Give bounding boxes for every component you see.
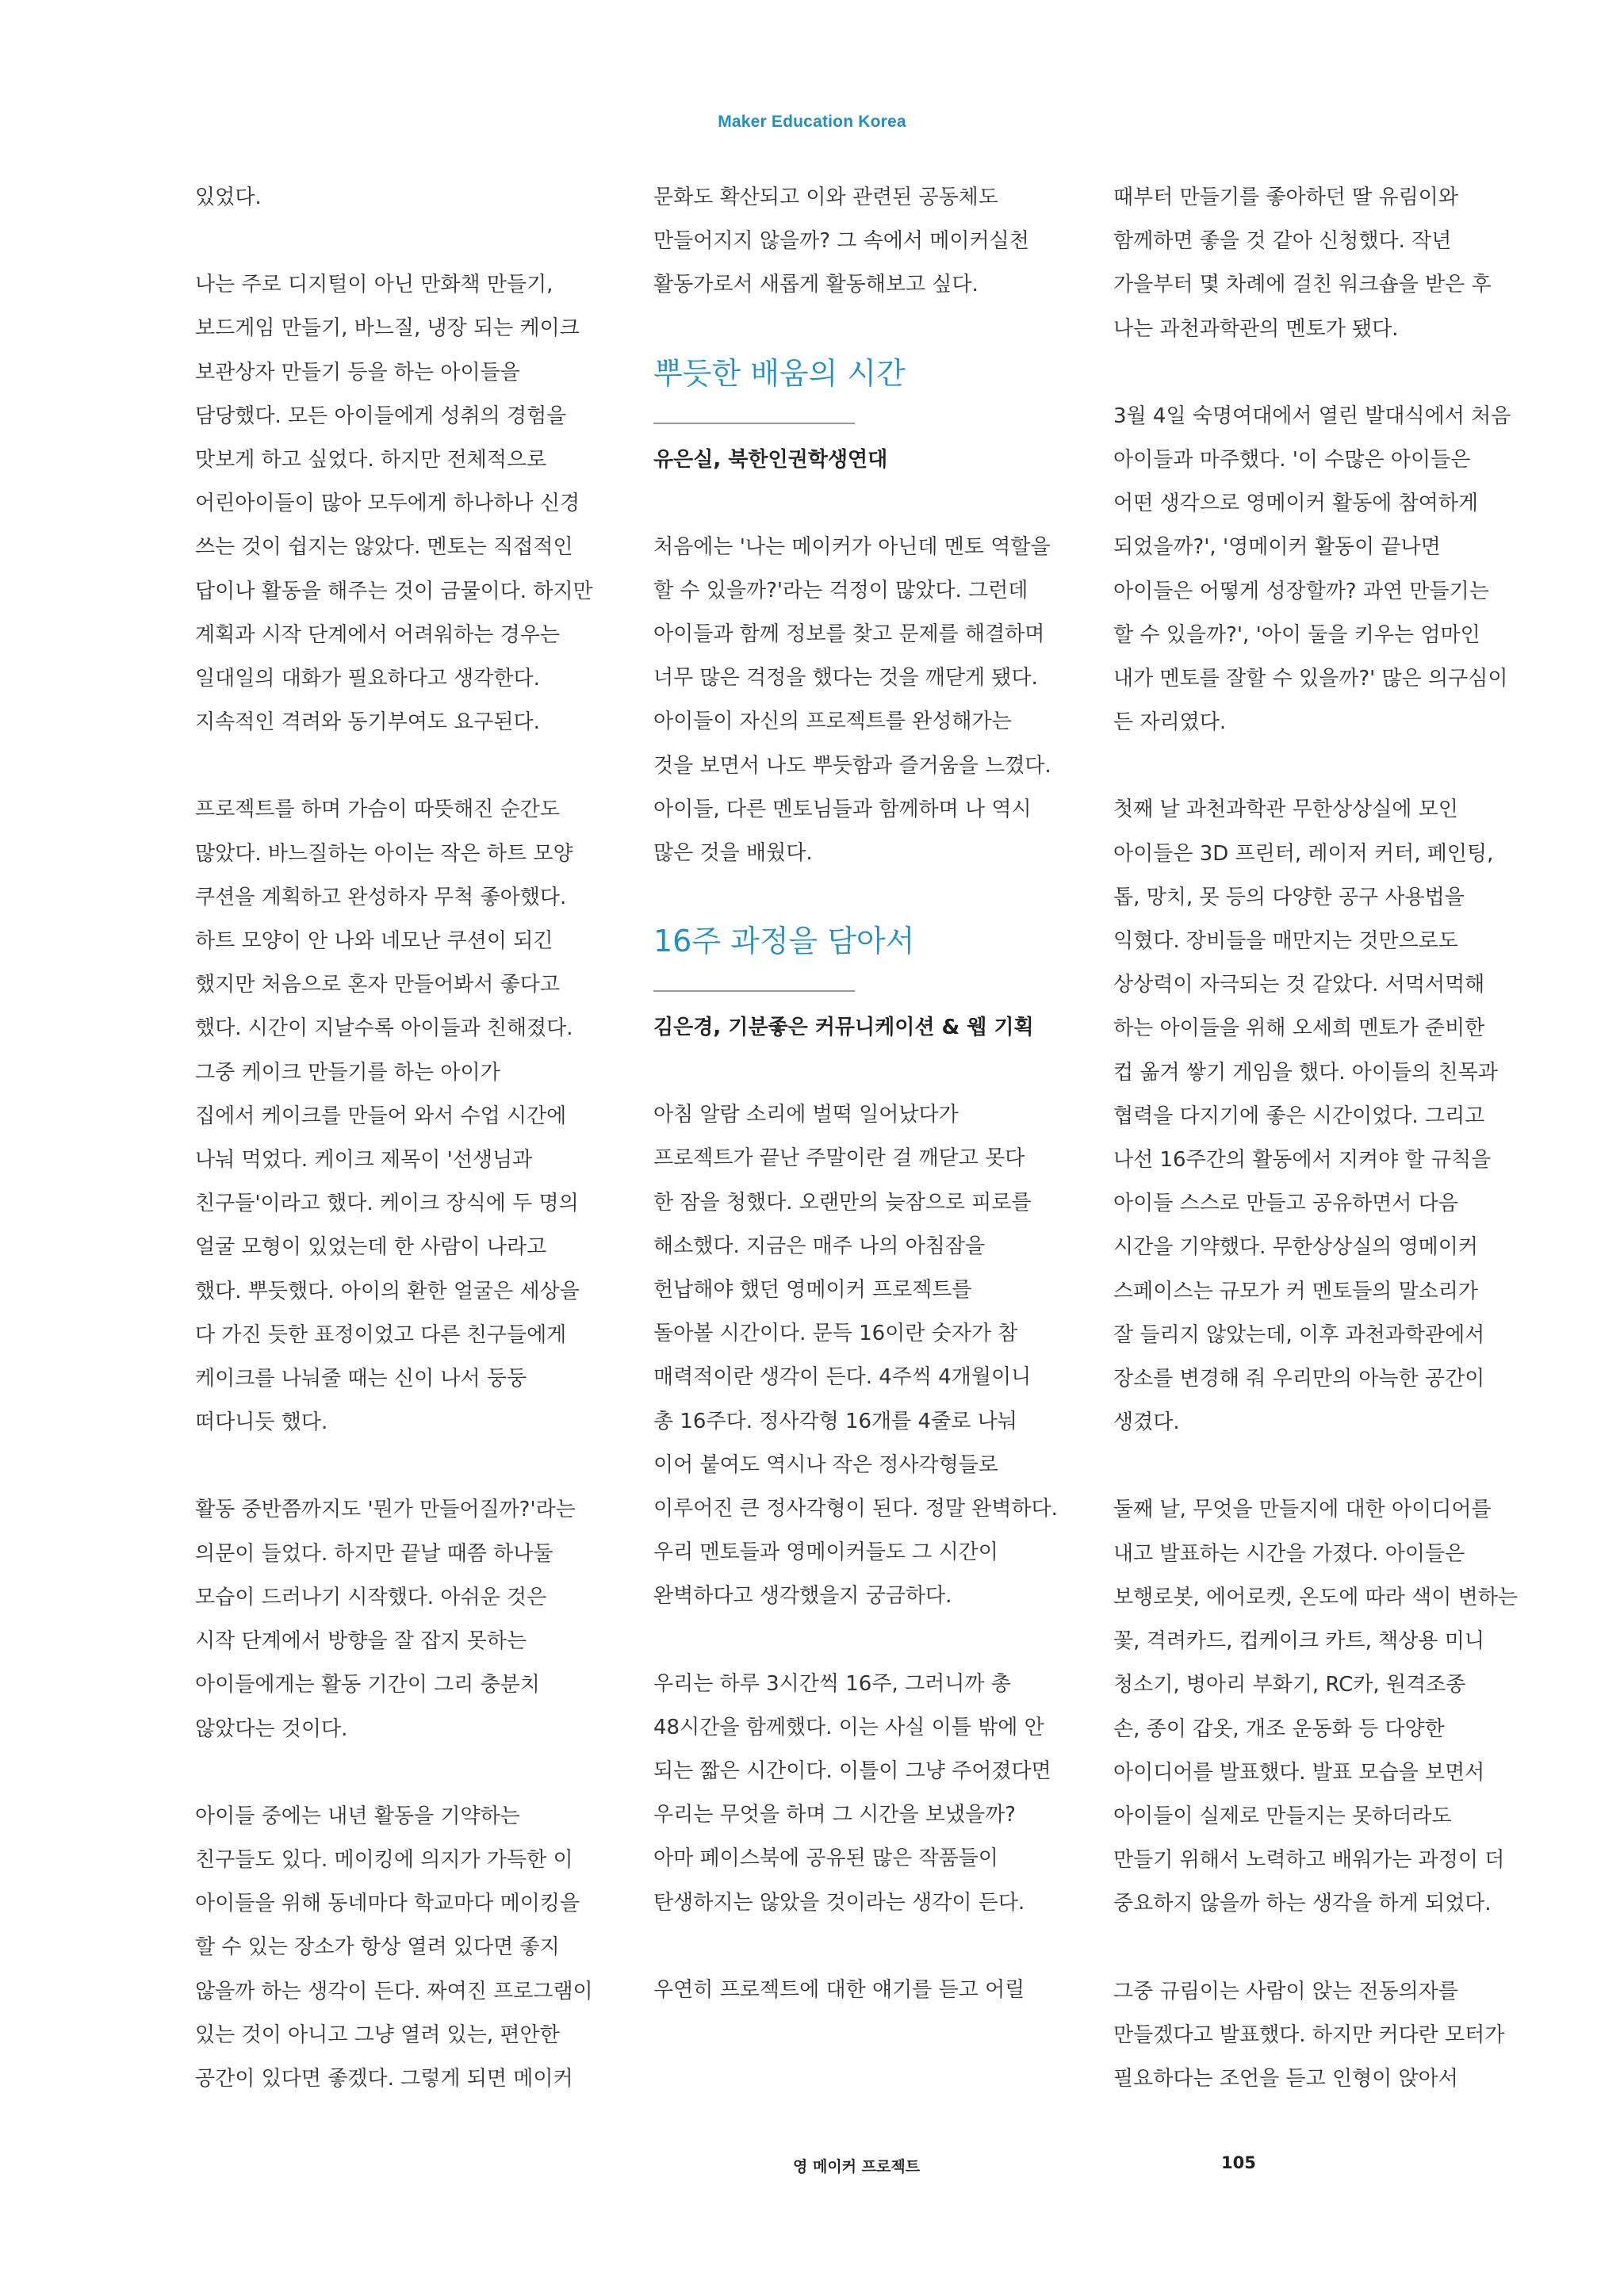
text-line: 꽃, 격려카드, 컵케이크 카트, 책상용 미니 — [1113, 1629, 1484, 1654]
text-line: 아이들 스스로 만들고 공유하면서 다음 — [1113, 1192, 1458, 1216]
paragraph — [1113, 1488, 1542, 1926]
text-line: 아마 페이스북에 공유된 많은 작품들이 — [653, 1846, 998, 1871]
text-line: 아이들을 위해 동네마다 학교마다 메이킹을 — [195, 1892, 580, 1916]
text-line: 나는 주로 디지털이 아닌 만화책 만들기, — [195, 273, 553, 297]
paragraph — [195, 176, 623, 220]
page-header-brand: Maker Education Korea — [718, 113, 906, 131]
text-line: 우리 멘토들과 영메이커들도 그 시간이 — [653, 1540, 998, 1565]
paragraph — [653, 1663, 1082, 1925]
author-byline: 유은실, 북한인권학생연대 — [653, 447, 888, 472]
text-line: 되는 짧은 시간이다. 이틀이 그냥 주어졌다면 — [653, 1759, 1051, 1784]
text-line: 만들겠다고 발표했다. 하지만 커다란 모터가 — [1113, 2022, 1505, 2047]
author-byline: 김은경, 기분좋은 커뮤니케이션 & 웹 기획 — [653, 1016, 1034, 1040]
paragraph — [1113, 395, 1542, 745]
text-line: 우리는 하루 3시간씩 16주, 그러니까 총 — [653, 1671, 1011, 1696]
text-line: 되었을까?', '영메이커 활동이 끝나면 — [1113, 535, 1441, 560]
text-line: 떠다니듯 했다. — [195, 1410, 328, 1435]
text-line: 보행로봇, 에어로켓, 온도에 따라 색이 변하는 — [1113, 1585, 1518, 1609]
text-line: 할 수 있을까?'라는 걱정이 많았다. 그런데 — [653, 578, 1028, 603]
text-line: 만들기 위해서 노력하고 배워가는 과정이 더 — [1113, 1848, 1505, 1873]
text-line: 잘 들리지 않았는데, 이후 과천과학관에서 — [1113, 1322, 1485, 1347]
text-column-2 — [653, 176, 1082, 2056]
text-line: 나눠 먹었다. 케이크 제목이 '선생님과 — [195, 1148, 533, 1173]
text-line: 협력을 다지기에 좋은 시간이었다. 그리고 — [1113, 1104, 1485, 1128]
text-line: 담당했다. 모든 아이들에게 성취의 경험을 — [195, 404, 567, 428]
text-line: 어린아이들이 많아 모두에게 하나하나 신경 — [195, 492, 580, 516]
text-line: 해소했다. 지금은 매주 나의 아침잠을 — [653, 1234, 986, 1258]
text-line: 둘째 날, 무엇을 만들지에 대한 아이디어를 — [1113, 1498, 1492, 1522]
section-heading: 뿌듯한 배움의 시간 — [653, 355, 906, 391]
text-line: 했지만 처음으로 혼자 만들어봐서 좋다고 — [195, 973, 561, 997]
text-line: 보드게임 만들기, 바느질, 냉장 되는 케이크 — [195, 316, 580, 341]
text-line: 내고 발표하는 시간을 가졌다. 아이들은 — [1113, 1541, 1465, 1566]
text-line: 한 잠을 청했다. 오랜만의 늦잠으로 피로를 — [653, 1190, 1032, 1215]
text-line: 문화도 확산되고 이와 관련된 공동체도 — [653, 186, 998, 209]
text-line: 친구들'이라고 했다. 케이크 장식에 두 명의 — [195, 1192, 579, 1216]
text-line: 톱, 망치, 못 등의 다양한 공구 사용법을 — [1113, 885, 1465, 909]
text-line: 모습이 드러나기 시작했다. 아쉬운 것은 — [195, 1585, 547, 1609]
paragraph — [195, 1488, 623, 1751]
text-line: 컵 옮겨 쌓기 게임을 했다. 아이들의 친목과 — [1113, 1060, 1498, 1085]
text-line: 우리는 무엇을 하며 그 시간을 보냈을까? — [653, 1803, 1016, 1827]
text-line: 헌납해야 했던 영메이커 프로젝트를 — [653, 1278, 972, 1303]
paragraph — [1113, 1970, 1542, 2102]
paragraph — [195, 263, 623, 744]
text-line: 집에서 케이크를 만들어 와서 수업 시간에 — [195, 1104, 567, 1128]
text-line: 프로젝트가 끝난 주말이란 걸 깨닫고 못다 — [653, 1146, 1025, 1171]
paragraph — [653, 1969, 1082, 2012]
text-line: 이루어진 큰 정사각형이 된다. 정말 완벽하다. — [653, 1497, 1058, 1521]
text-line: 할 수 있는 장소가 항상 열려 있다면 좋지 — [195, 1935, 560, 1960]
text-line: 프로젝트를 하며 가슴이 따뜻해진 순간도 — [195, 798, 561, 822]
text-line: 아이들에게는 활동 기간이 그리 충분치 — [195, 1673, 540, 1697]
text-line: 케이크를 나눠줄 때는 신이 나서 둥둥 — [195, 1367, 527, 1391]
section-heading: 16주 과정을 담아서 — [653, 924, 915, 959]
text-line: 장소를 변경해 줘 우리만의 아늑한 공간이 — [1113, 1367, 1485, 1391]
text-line: 있었다. — [195, 186, 262, 209]
text-line: 너무 많은 걱정을 했다는 것을 깨닫게 됐다. — [653, 666, 1038, 691]
text-line: 활동가로서 새롭게 활동해보고 싶다. — [653, 273, 979, 297]
text-line: 의문이 들었다. 하지만 끝날 때쯤 하나둘 — [195, 1541, 553, 1566]
text-line: 첫째 날 과천과학관 무한상상실에 모인 — [1113, 798, 1458, 822]
text-line: 하트 모양이 안 나와 네모난 쿠션이 되긴 — [195, 929, 553, 954]
text-line: 것을 보면서 나도 뿌듯함과 즐거움을 느꼈다. — [653, 753, 1051, 778]
text-line: 하는 아이들을 위해 오세희 멘토가 준비한 — [1113, 1016, 1485, 1041]
text-line: 많은 것을 배웠다. — [653, 841, 813, 866]
text-line: 익혔다. 장비들을 매만지는 것만으로도 — [1113, 929, 1458, 954]
text-line: 있는 것이 아니고 그냥 열려 있는, 편안한 — [195, 2022, 560, 2047]
text-line: 아이들이 자신의 프로젝트를 완성해가는 — [653, 710, 1012, 734]
text-line: 나는 과천과학관의 멘토가 됐다. — [1113, 316, 1399, 341]
text-line: 시작 단계에서 방향을 잘 잡지 못하는 — [195, 1629, 527, 1654]
text-line: 일대일의 대화가 필요하다고 생각한다. — [195, 667, 540, 691]
text-line: 쓰는 것이 쉽지는 않았다. 멘토는 직접적인 — [195, 535, 573, 560]
text-line: 때부터 만들기를 좋아하던 딸 유림이와 — [1113, 186, 1458, 209]
text-line: 쿠션을 계획하고 완성하자 무척 좋아했다. — [195, 885, 567, 909]
text-line: 완벽하다고 생각했을지 궁금하다. — [653, 1584, 952, 1609]
text-line: 아이들은 3D 프린터, 레이저 커터, 페인팅, — [1113, 841, 1494, 866]
text-line: 친구들도 있다. 메이킹에 의지가 가득한 이 — [195, 1847, 573, 1872]
text-line: 않았다는 것이다. — [195, 1716, 348, 1741]
text-line: 지속적인 격려와 동기부여도 요구된다. — [195, 710, 540, 735]
paragraph — [1113, 788, 1542, 1445]
text-line: 활동 중반쯤까지도 '뭔가 만들어질까?'라는 — [195, 1498, 576, 1522]
text-line: 청소기, 병아리 부화기, RC카, 원격조종 — [1113, 1673, 1466, 1697]
text-line: 든 자리였다. — [1113, 710, 1227, 735]
text-line: 그중 규림이는 사람이 앉는 전동의자를 — [1113, 1979, 1458, 2003]
text-line: 어떤 생각으로 영메이커 활동에 참여하게 — [1113, 492, 1479, 516]
paragraph — [1113, 176, 1542, 351]
page-number: 105 — [1221, 2153, 1256, 2172]
footer-publication-title: 영 메이커 프로젝트 — [793, 2158, 921, 2175]
text-line: 가을부터 몇 차례에 걸친 워크숍을 받은 후 — [1113, 273, 1492, 297]
text-line: 시간을 기약했다. 무한상상실의 영메이커 — [1113, 1235, 1479, 1260]
text-line: 아이들은 어떻게 성장할까? 과연 만들기는 — [1113, 579, 1489, 603]
text-line: 맛보게 하고 싶었다. 하지만 전체적으로 — [195, 448, 547, 473]
paragraph — [653, 526, 1082, 876]
text-line: 아이들이 실제로 만들지는 못하더라도 — [1113, 1804, 1452, 1828]
text-line: 처음에는 '나는 메이커가 아닌데 멘토 역할을 — [653, 534, 1051, 559]
paragraph — [653, 176, 1082, 308]
text-line: 스페이스는 규모가 커 멘토들의 말소리가 — [1113, 1279, 1479, 1303]
text-column-3 — [1113, 176, 1542, 2145]
text-line: 48시간을 함께했다. 이는 사실 이틀 밖에 안 — [653, 1715, 1044, 1739]
text-line: 아이디어를 발표했다. 발표 모습을 보면서 — [1113, 1760, 1485, 1785]
text-line: 다 가진 듯한 표정이었고 다른 친구들에게 — [195, 1322, 567, 1347]
text-line: 공간이 있다면 좋겠다. 그렇게 되면 메이커 — [195, 2066, 573, 2091]
text-line: 계획과 시작 단계에서 어려워하는 경우는 — [195, 622, 561, 647]
text-line: 필요하다는 조언을 듣고 인형이 앉아서 — [1113, 2066, 1458, 2091]
text-line: 돌아볼 시간이다. 문득 16이란 숫자가 참 — [653, 1322, 1018, 1346]
text-line: 아이들과 함께 정보를 찾고 문제를 해결하며 — [653, 622, 1045, 647]
text-line: 총 16주다. 정사각형 16개를 4줄로 나눠 — [653, 1409, 1017, 1433]
text-line: 했다. 뿌듯했다. 아이의 환한 얼굴은 세상을 — [195, 1279, 580, 1303]
text-line: 상상력이 자극되는 것 같았다. 서먹서먹해 — [1113, 973, 1485, 997]
text-line: 나선 16주간의 활동에서 지켜야 할 규칙을 — [1113, 1148, 1492, 1173]
text-line: 내가 멘토를 잘할 수 있을까?' 많은 의구심이 — [1113, 667, 1508, 691]
text-column-1 — [195, 176, 623, 2145]
text-line: 할 수 있을까?', '아이 둘을 키우는 엄마인 — [1113, 622, 1480, 647]
text-line: 만들어지지 않을까? 그 속에서 메이커실천 — [653, 229, 1029, 254]
text-line: 아이들 중에는 내년 활동을 기약하는 — [195, 1804, 520, 1828]
text-line: 생겼다. — [1113, 1410, 1180, 1435]
text-line: 탄생하지는 않았을 것이라는 생각이 든다. — [653, 1890, 1025, 1915]
text-line: 그중 케이크 만들기를 하는 아이가 — [195, 1060, 500, 1085]
text-line: 했다. 시간이 지날수록 아이들과 친해졌다. — [195, 1016, 573, 1041]
text-line: 아침 알람 소리에 벌떡 일어났다가 — [653, 1103, 959, 1127]
text-line: 많았다. 바느질하는 아이는 작은 하트 모양 — [195, 841, 573, 866]
text-line: 이어 붙여도 역시나 작은 정사각형들로 — [653, 1452, 998, 1477]
text-line: 우연히 프로젝트에 대한 얘기를 듣고 어릴 — [653, 1977, 1025, 2002]
text-line: 보관상자 만들기 등을 하는 아이들을 — [195, 360, 520, 385]
text-line: 아이들, 다른 멘토님들과 함께하며 나 역시 — [653, 797, 1032, 821]
text-line: 3월 4일 숙명여대에서 열린 발대식에서 처음 — [1113, 404, 1511, 428]
paragraph — [653, 1093, 1082, 1618]
text-line: 답이나 활동을 해주는 것이 금물이다. 하지만 — [195, 579, 593, 603]
section-divider — [653, 423, 855, 424]
paragraph — [195, 1795, 623, 2101]
text-line: 중요하지 않을까 하는 생각을 하게 되었다. — [1113, 1892, 1492, 1916]
text-line: 매력적이란 생각이 든다. 4주씩 4개월이니 — [653, 1365, 1032, 1390]
text-line: 않을까 하는 생각이 든다. 짜여진 프로그램이 — [195, 1979, 593, 2003]
paragraph — [195, 788, 623, 1445]
section-divider — [653, 990, 855, 992]
text-line: 아이들과 마주했다. '이 수많은 아이들은 — [1113, 448, 1471, 473]
text-line: 손, 종이 갑옷, 개조 운동화 등 다양한 — [1113, 1716, 1445, 1741]
text-line: 얼굴 모형이 있었는데 한 사람이 나라고 — [195, 1235, 547, 1260]
text-line: 함께하면 좋을 것 같아 신청했다. 작년 — [1113, 229, 1452, 254]
